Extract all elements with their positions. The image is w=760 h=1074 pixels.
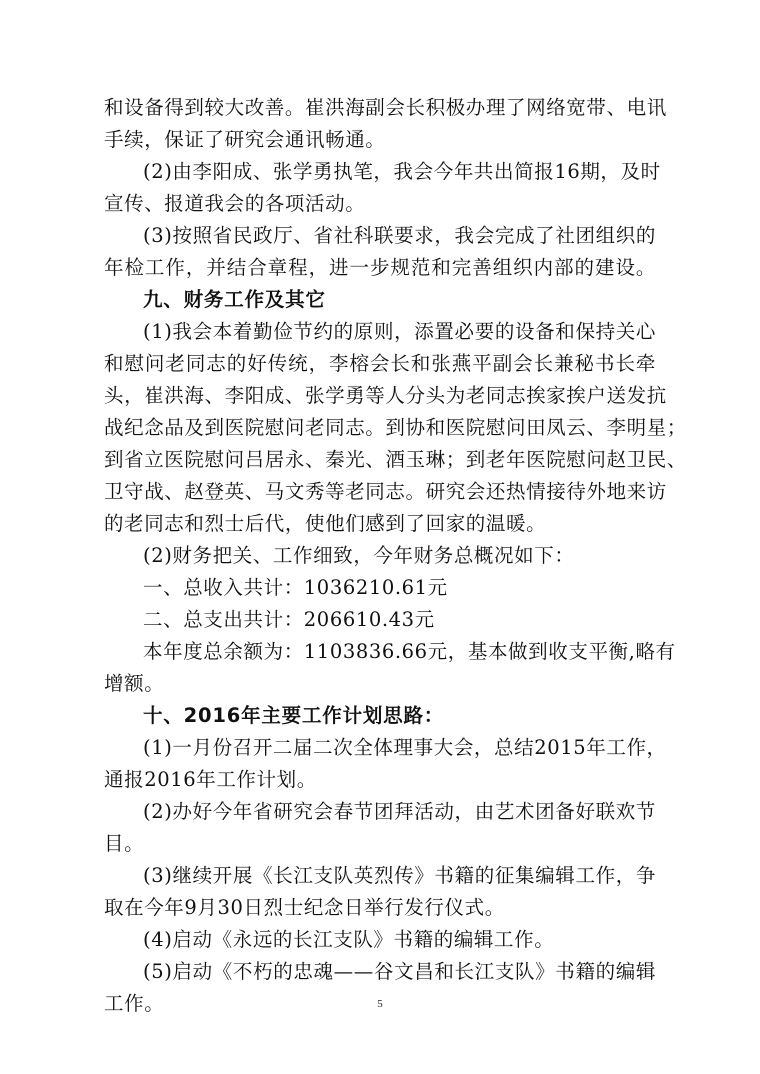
paragraph-line: 和慰问老同志的好传统，李榕会长和张燕平副会长兼秘书长牵: [104, 352, 656, 375]
paragraph-line: 增额。: [104, 672, 165, 695]
paragraph-line: 手续，保证了研究会通讯畅通。: [104, 128, 386, 151]
paragraph-line: (3)按照省民政厅、省社科联要求，我会完成了社团组织的: [143, 224, 656, 247]
paragraph-line: (1)一月份召开二届二次全体理事大会，总结2015年工作，: [143, 736, 667, 759]
paragraph-line: (1)我会本着勤俭节约的原则，添置必要的设备和保持关心: [143, 320, 656, 343]
paragraph-line: 年检工作，并结合章程，进一步规范和完善组织内部的建设。: [104, 256, 656, 279]
paragraph-line: (2)财务把关、工作细致，今年财务总概况如下：: [143, 544, 575, 567]
expense-total-line: 二、总支出共计：206610.43元: [143, 608, 435, 631]
paragraph-line: 工作。: [104, 992, 165, 1015]
paragraph-line: 到省立医院慰问吕居永、秦光、酒玉琳；到老年医院慰问赵卫民、: [104, 448, 687, 471]
paragraph-line: (2)由李阳成、张学勇执笔，我会今年共出简报16期，及时: [143, 160, 661, 183]
balance-line: 本年度总余额为：1103836.66元，基本做到收支平衡,略有: [143, 640, 676, 663]
paragraph-line: 取在今年9月30日烈士纪念日举行发行仪式。: [104, 896, 505, 919]
paragraph-line: (3)继续开展《长江支队英烈传》书籍的征集编辑工作，争: [143, 864, 656, 887]
paragraph-line: 通报2016年工作计划。: [104, 768, 317, 791]
paragraph-line: (5)启动《不朽的忠魂——谷文昌和长江支队》书籍的编辑: [143, 960, 656, 983]
page-number: 5: [377, 998, 383, 1010]
section-heading: 十、2016年主要工作计划思路：: [143, 704, 445, 727]
paragraph-line: 和设备得到较大改善。崔洪海副会长积极办理了网络宽带、电讯: [104, 96, 667, 119]
section-heading: 九、财务工作及其它: [143, 288, 326, 311]
document-body: [104, 92, 687, 1020]
paragraph-line: 的老同志和烈士后代，使他们感到了回家的温暖。: [104, 512, 547, 535]
paragraph-line: 宣传、报道我会的各项活动。: [104, 192, 366, 215]
paragraph-line: 头，崔洪海、李阳成、张学勇等人分头为老同志挨家挨户送发抗: [104, 384, 667, 407]
income-total-line: 一、总收入共计：1036210.61元: [143, 576, 448, 599]
paragraph-line: (4)启动《永远的长江支队》书籍的编辑工作。: [143, 928, 555, 951]
paragraph-line: 目。: [104, 832, 145, 855]
paragraph-line: 战纪念品及到医院慰问老同志。到协和医院慰问田凤云、李明星；: [104, 416, 687, 439]
paragraph-line: 卫守战、赵登英、马文秀等老同志。研究会还热情接待外地来访: [104, 480, 667, 503]
paragraph-line: (2)办好今年省研究会春节团拜活动，由艺术团备好联欢节: [143, 800, 656, 823]
